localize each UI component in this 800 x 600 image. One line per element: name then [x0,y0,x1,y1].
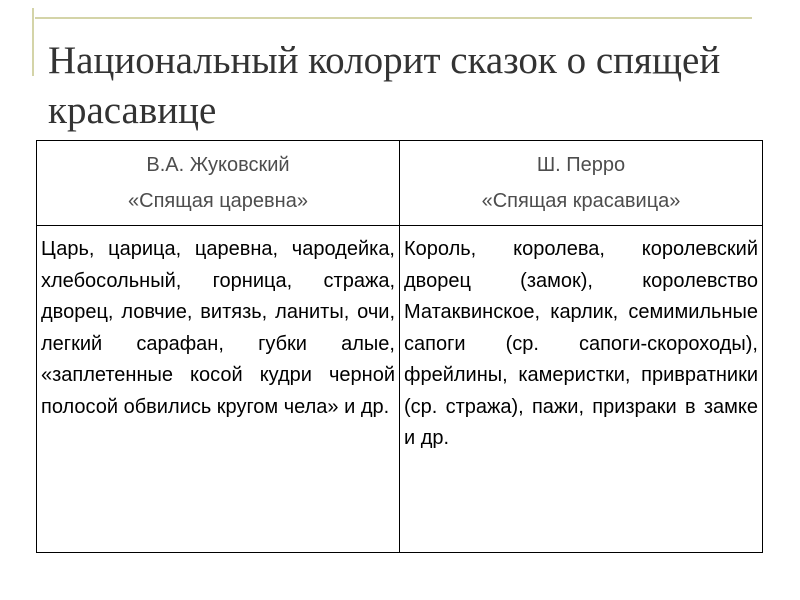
work-title: «Спящая красавица» [481,190,681,212]
header-cell-perrault [400,141,763,226]
author-name: В.А. Жуковский [146,154,290,176]
comparison-table [36,140,763,553]
decorative-top-line [35,17,752,19]
decorative-vertical-line [32,8,34,76]
table-header-row [37,141,763,226]
body-cell-zhukovsky: Царь, царица, царевна, чародейка, хлебосольный, горница, стража, дворец, ловчие, витязь, ланиты, очи, легкий сарафан, губки алые, «заплетенные косой кудри черной полосой обвились кругом чела» и др. [37,226,400,553]
header-cell-zhukovsky [37,141,400,226]
slide-title: Национальный колорит сказок о спящей красавице [48,39,721,132]
table-body-row [37,226,763,553]
work-title: «Спящая царевна» [128,190,308,212]
body-cell-perrault: Король, королева, королевский дворец (замок), королевство Матаквинское, карлик, семимильные сапоги (ср. сапоги-скороходы), фрейлины, камеристки, привратники (ср. стража), пажи, призраки в замке и др. [400,226,763,553]
author-name: Ш. Перро [536,154,626,176]
